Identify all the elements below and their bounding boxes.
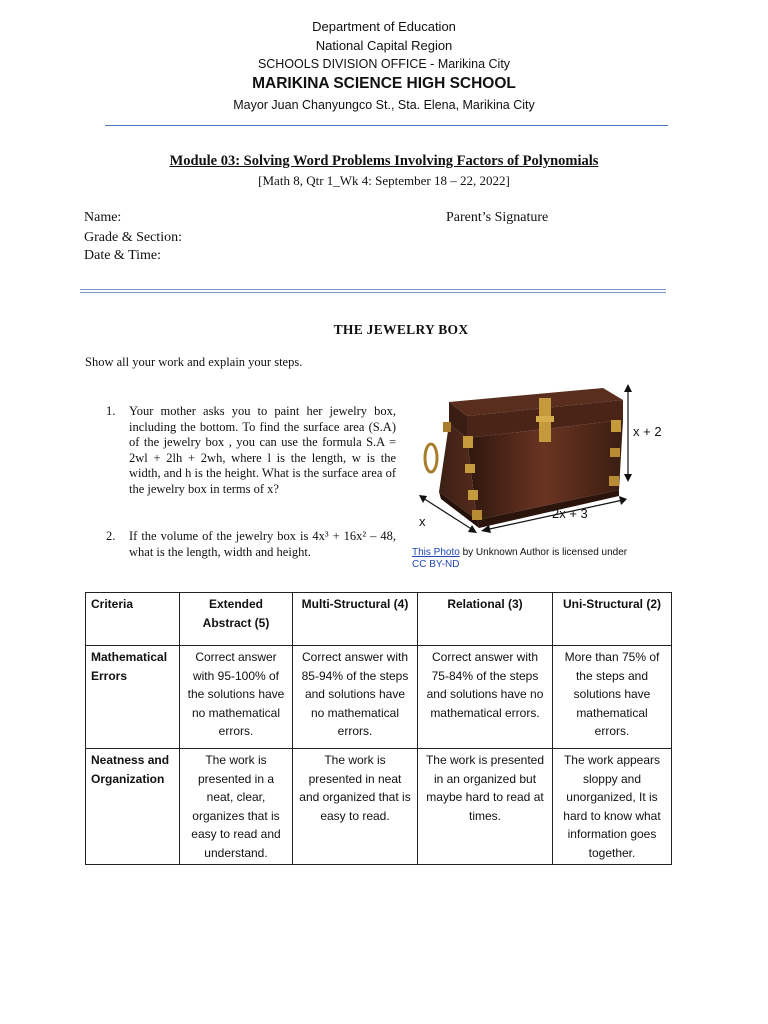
- question-2: [106, 529, 396, 560]
- header-school-name: MARIKINA SCIENCE HIGH SCHOOL: [252, 75, 516, 92]
- question-2-number: 2.: [106, 529, 116, 543]
- rubric-cell: Correct answer with 95-100% of the solutions have no mathematical errors.: [180, 646, 293, 749]
- brass-corner-8: [443, 422, 451, 432]
- activity-title: THE JEWELRY BOX: [333, 322, 469, 337]
- length-label: 2x + 3: [552, 506, 588, 521]
- header-line-region: National Capital Region: [315, 38, 453, 53]
- rubric-cell: The work is presented in an organized but maybe hard to read at times.: [418, 749, 553, 865]
- rubric-cell: The work appears sloppy and unorganized, It is hard to know what information goes together.: [553, 749, 672, 865]
- rubric-cell: Correct answer with 85-94% of the steps and solutions have no mathematical errors.: [293, 646, 418, 749]
- rubric-header-uni-structural: Uni-Structural (2): [553, 593, 672, 646]
- brass-latch-plate: [536, 416, 554, 422]
- side-handle: [425, 444, 437, 472]
- question-1-text: Your mother asks you to paint her jewelry box, including the bottom. To find the surface area (S.A) of the jewelry box , you can use the formula S.A = 2wl + 2lh + 2wh, where l is the length, w is the width, and h is the height. What is the surface area of the jewelry box in terms of x?: [129, 404, 396, 496]
- module-title: Module 03: Solving Word Problems Involving Factors of Polynomials: [169, 153, 599, 169]
- jewelry-box-photo: [407, 378, 677, 560]
- width-arrowhead-front: [468, 525, 477, 533]
- rubric-cell: More than 75% of the steps and solutions have mathematical errors.: [553, 646, 672, 749]
- height-arrowhead-bottom: [624, 474, 632, 482]
- table-row: [86, 646, 672, 749]
- rubric-header-relational: Relational (3): [418, 593, 553, 646]
- grade-section-label: Grade & Section:: [84, 230, 182, 245]
- rubric-header-extended-abstract: Extended Abstract (5): [180, 593, 293, 646]
- table-row: [86, 749, 672, 865]
- header-address: Mayor Juan Chanyungco St., Sta. Elena, Marikina City: [233, 98, 535, 112]
- question-1: [106, 404, 396, 498]
- brass-corner-5: [611, 420, 621, 432]
- fields-divider: [80, 289, 666, 293]
- photo-credit-link[interactable]: This Photo: [412, 547, 460, 558]
- brass-corner-3: [468, 490, 478, 500]
- module-subtitle: [Math 8, Qtr 1_Wk 4: September 18 – 22, 2022]: [258, 173, 510, 188]
- height-label: x + 2: [633, 424, 662, 439]
- photo-credit-text: by Unknown Author is licensed under: [459, 547, 628, 558]
- brass-corner-1: [463, 436, 473, 448]
- brass-corner-4: [472, 510, 482, 520]
- activity-instruction: Show all your work and explain your steps.: [85, 355, 303, 369]
- height-arrowhead-top: [624, 384, 632, 392]
- rubric-cell: The work is presented in a neat, clear, organizes that is easy to read and understand.: [180, 749, 293, 865]
- name-label: Name:: [84, 210, 122, 225]
- parent-signature-label: Parent’s Signature: [446, 210, 549, 225]
- brass-corner-6: [610, 448, 620, 457]
- rubric-cell: Correct answer with 75-84% of the steps and solutions have no mathematical errors.: [418, 646, 553, 749]
- photo-credit: [412, 547, 632, 571]
- header-line-department: Department of Education: [312, 19, 456, 34]
- rubric-cell: Neatness and Organization: [86, 749, 180, 865]
- rubric-table: [85, 592, 672, 865]
- width-label: x: [419, 514, 426, 529]
- length-arrowhead-right: [619, 496, 627, 505]
- question-1-number: 1.: [106, 404, 116, 418]
- question-2-text: If the volume of the jewelry box is 4x³ + 16x² – 48, what is the length, width and height.: [129, 529, 396, 559]
- date-time-label: Date & Time:: [84, 248, 162, 263]
- brass-corner-2: [465, 464, 475, 473]
- rubric-cell: Mathematical Errors: [86, 646, 180, 749]
- header-divider: [105, 125, 668, 126]
- brass-corner-7: [609, 476, 619, 486]
- photo-credit-license[interactable]: CC BY-ND: [412, 559, 460, 570]
- rubric-header-criteria: Criteria: [86, 593, 180, 646]
- width-arrowhead-back: [419, 495, 427, 503]
- rubric-header-row: [86, 593, 672, 646]
- rubric-header-multi-structural: Multi-Structural (4): [293, 593, 418, 646]
- rubric-cell: The work is presented in neat and organized that is easy to read.: [293, 749, 418, 865]
- header-line-division: SCHOOLS DIVISION OFFICE - Marikina City: [257, 57, 511, 71]
